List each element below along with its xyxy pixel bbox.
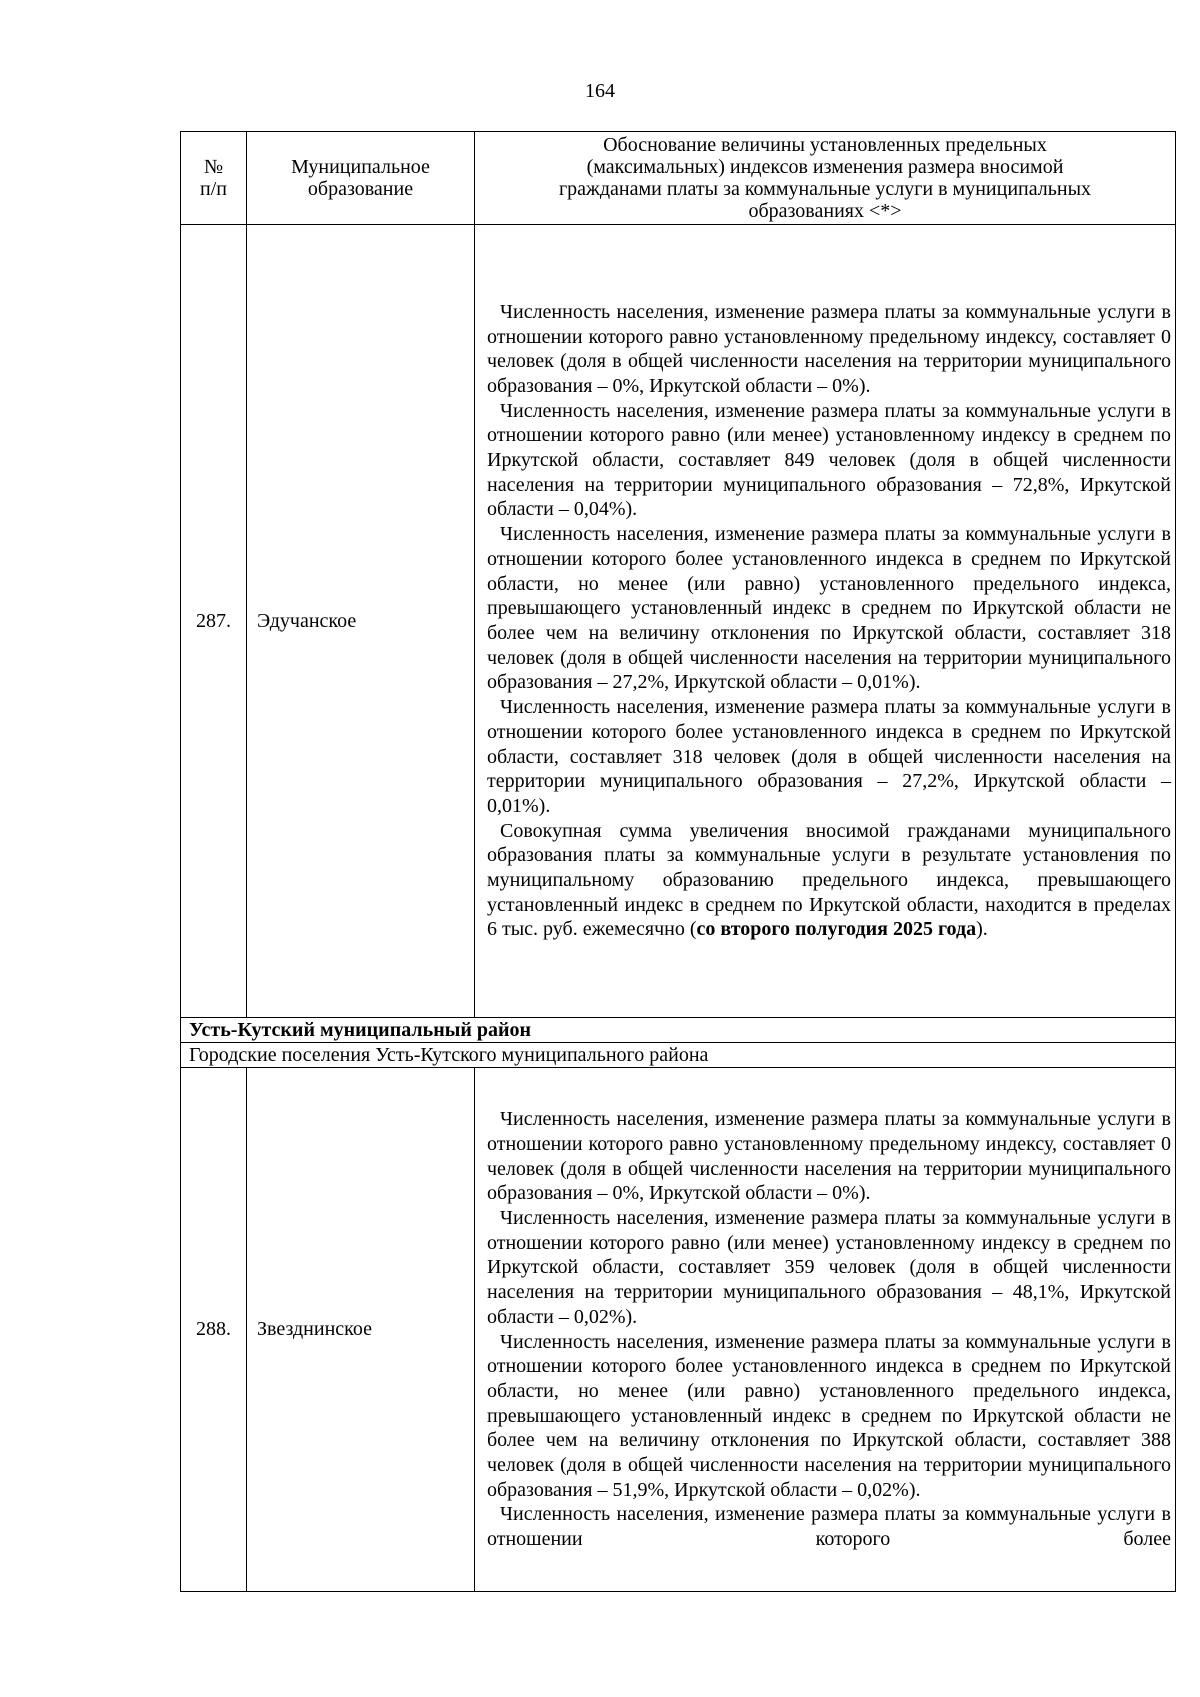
justification-paragraph: Численность населения, изменение размера платы за коммунальные услуги в отношении которого более установленного индекса в среднем по Иркутской области, но менее (или равно) установленного предельного индекса, превышающего установленный индекс в среднем по Иркутской области не более чем на величину отклонения по Иркутской области, составляет 318 человек (доля в общей численности населения на территории муниципального образования – 27,2%, Иркутской области – 0,01%). <box>487 523 1171 694</box>
table-row <box>181 225 1176 1018</box>
row-number: 288. <box>181 1068 247 1592</box>
justification-cell <box>475 225 1176 1018</box>
justification-table <box>180 131 1176 1592</box>
page-number: 164 <box>585 80 615 102</box>
header-number-line2: п/п <box>200 178 227 200</box>
municipality-name: Эдучанское <box>247 225 475 1018</box>
justification-cell <box>475 1068 1176 1592</box>
total-increase-period: со второго полугодия 2025 года <box>696 918 977 941</box>
justification-paragraph: Численность населения, изменение размера платы за коммунальные услуги в отношении которого более установленного индекса в среднем по Иркутской области, составляет 318 человек (доля в общей численности населения на территории муниципального образования – 27,2%, Иркутской области – 0,01%). <box>487 696 1171 817</box>
total-increase-end: ). <box>976 918 988 941</box>
settlements-title: Городские поселения Усть-Кутского муниципального района <box>181 1043 1176 1068</box>
header-justification-line: (максимальных) индексов изменения размера вносимой <box>586 156 1064 178</box>
justification-paragraph: Численность населения, изменение размера платы за коммунальные услуги в отношении которого равно установленному предельному индексу, составляет 0 человек (доля в общей численности населения на территории муниципального образования – 0%, Иркутской области – 0%). <box>487 300 1171 397</box>
header-justification-line: Обоснование величины установленных предельных <box>603 134 1047 156</box>
header-municipality-line2: образование <box>307 178 414 200</box>
justification-paragraph: Численность населения, изменение размера платы за коммунальные услуги в отношении которого равно (или менее) установленному индексу в среднем по Иркутской области, составляет 849 человек (доля в общей численности населения на территории муниципального образования – 72,8%, Иркутской области – 0,04%). <box>487 399 1171 521</box>
justification-paragraph: Численность населения, изменение размера платы за коммунальные услуги в отношении которого равно (или менее) установленному индексу в среднем по Иркутской области, составляет 359 человек (доля в общей численности населения на территории муниципального образования – 48,1%, Иркутской области – 0,02%). <box>487 1206 1171 1328</box>
table-row <box>181 1068 1176 1592</box>
total-increase-paragraph <box>487 819 1171 943</box>
district-row <box>181 1018 1176 1043</box>
justification-paragraph: Численность населения, изменение размера платы за коммунальные услуги в отношении которого равно установленному предельному индексу, составляет 0 человек (доля в общей численности населения на территории муниципального образования – 0%, Иркутской области – 0%). <box>487 1108 1171 1205</box>
total-increase-text: Совокупная сумма увеличения вносимой гражданами муниципального образования платы за коммунальные услуги в результате установления по муниципальному образованию предельного индекса, превышающего установленный индекс в среднем по Иркутской области, находится в пределах 6 тыс. руб. ежемесячно ( <box>487 819 1171 941</box>
municipality-name: Звезднинское <box>247 1068 475 1592</box>
header-municipality <box>247 132 475 225</box>
header-number <box>181 132 247 225</box>
header-number-line1: № <box>203 156 224 178</box>
district-title: Усть-Кутский муниципальный район <box>181 1018 1176 1043</box>
row-number: 287. <box>181 225 247 1018</box>
header-justification-line: образованиях <*> <box>748 200 902 222</box>
justification-paragraph: Численность населения, изменение размера платы за коммунальные услуги в отношении которого более <box>487 1503 1171 1551</box>
header-municipality-line1: Муниципальное <box>291 156 430 178</box>
settlements-row <box>181 1043 1176 1068</box>
header-justification <box>475 132 1176 225</box>
justification-paragraph: Численность населения, изменение размера платы за коммунальные услуги в отношении которого более установленного индекса в среднем по Иркутской области, но менее (или равно) установленного предельного индекса, превышающего установленный индекс в среднем по Иркутской области не более чем на величину отклонения по Иркутской области, составляет 388 человек (доля в общей численности населения на территории муниципального образования – 51,9%, Иркутской области – 0,02%). <box>487 1330 1171 1501</box>
table-header-row <box>181 132 1176 225</box>
header-justification-line: гражданами платы за коммунальные услуги в муниципальных <box>558 178 1092 200</box>
